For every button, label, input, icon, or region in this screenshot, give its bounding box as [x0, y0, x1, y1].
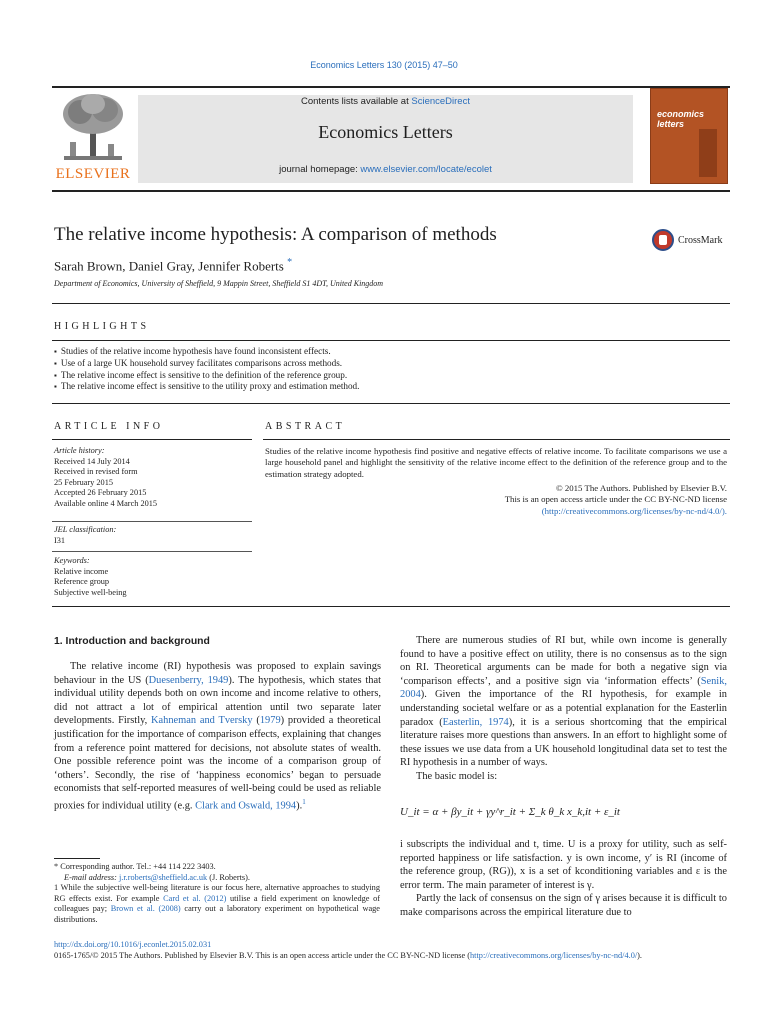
contents-line — [138, 96, 633, 107]
journal-homepage-link[interactable]: www.elsevier.com/locate/ecolet — [360, 164, 492, 175]
citation-link[interactable]: Clark and Oswald, 1994 — [195, 800, 297, 812]
abstract-copyright — [265, 483, 727, 517]
email-footnote — [54, 873, 380, 884]
highlights-list — [54, 346, 714, 393]
article-info-heading: ARTICLE INFO — [54, 421, 164, 432]
paragraph — [400, 634, 727, 770]
contents-prefix: Contents lists available at — [301, 96, 412, 107]
crossmark-label: CrossMark — [678, 235, 723, 246]
footnote-rule — [54, 858, 100, 859]
cover-stripe — [699, 129, 717, 177]
text-run: 0165-1765/© 2015 The Authors. Published by Elsevier B.V. This is an open access article under the CC BY-NC-ND license ( — [54, 951, 471, 960]
paragraph: The basic model is: — [416, 770, 498, 782]
text-run: utilise a field experiment on knowledge of colleagues pay; — [54, 893, 380, 914]
history-line: 25 February 2015 — [54, 477, 113, 487]
section-heading: 1. Introduction and background — [54, 636, 210, 647]
history-line: Accepted 26 February 2015 — [54, 488, 147, 498]
footnote-text: Corresponding author. Tel.: +44 114 222 3403. — [60, 862, 216, 871]
divider — [52, 403, 730, 404]
abstract-text: Studies of the relative income hypothesis find positive and negative effects of relative income. To facilitate comparisons we use a large household panel and highlight the sensitivity of the relative income effect to the definition of the reference group and to the estimation strategy adopted. — [265, 446, 727, 479]
cover-title: economics letters — [657, 109, 705, 129]
equation-text: U_it = α + βy_it + γy^r_it + Σ_k θ_k x_k,it + ε_it — [400, 806, 620, 818]
divider — [52, 439, 252, 440]
footnote-1 — [54, 883, 380, 925]
right-column-body-continued — [400, 838, 727, 920]
elsevier-tree-icon — [60, 92, 126, 164]
divider — [52, 340, 730, 341]
authors — [54, 257, 292, 274]
highlight-item: ▪ The relative income effect is sensitive to the definition of the reference group. — [54, 370, 714, 382]
text-run: ). — [637, 951, 643, 960]
paragraph — [54, 660, 381, 813]
text-run: There are numerous studies of RI but, while own income is generally found to have a positive effect on utility, there is no consensus as to the sign on RI. Theoretical arguments can be made for both a negative sign via ‘comparison effects’, and a positive sign via ‘information effects’ ( — [400, 635, 727, 687]
paragraph: Partly the lack of consensus on the sign of γ arises because it is difficult to make comparisons across the empirical literature due to — [400, 893, 727, 918]
footnote-mark: * — [54, 862, 59, 871]
paper-title: The relative income hypothesis: A comparison of methods — [54, 224, 497, 245]
corresponding-footnote — [54, 862, 380, 873]
elsevier-logo[interactable] — [52, 92, 134, 188]
header-bottom-rule — [52, 190, 730, 192]
footnote-mark: 1 — [54, 883, 59, 893]
citation-link[interactable]: Senik, 2004 — [400, 675, 727, 701]
history-label: Article history: — [54, 446, 105, 455]
divider — [52, 521, 252, 522]
footnotes — [54, 862, 380, 926]
header-top-rule — [52, 86, 730, 88]
right-column-body — [400, 634, 727, 784]
divider — [263, 439, 730, 440]
highlight-item: ▪ Studies of the relative income hypothesis have found inconsistent effects. — [54, 346, 714, 358]
homepage-line — [138, 164, 633, 175]
email-suffix: (J. Roberts). — [207, 872, 251, 882]
paragraph: i subscripts the individual and t, time. U is a proxy for utility, such as self-reported happiness or life satisfaction. y is own income, y′ is RI (income of the reference group, (RG)), x is a set of kconditioning variables and ε is the error term. The main parameter of interest is γ. — [400, 839, 727, 891]
history-line: Received in revised form — [54, 467, 138, 477]
text-run: ). Given the importance of the RI hypothesis, for example in understanding societal welfare or as a potential explanation for the Easterlin paradox ( — [400, 689, 727, 728]
sciencedirect-link[interactable]: ScienceDirect — [411, 96, 470, 107]
keywords-label: Keywords: — [54, 556, 90, 565]
keywords — [54, 556, 127, 598]
journal-name: Economics Letters — [318, 122, 453, 142]
model-equation — [400, 800, 727, 830]
history-line: Available online 4 March 2015 — [54, 498, 158, 508]
text-run: ). — [296, 800, 303, 812]
abstract-heading: ABSTRACT — [265, 421, 346, 432]
crossmark-icon — [652, 229, 674, 251]
elsevier-wordmark: ELSEVIER — [55, 166, 131, 182]
corresponding-author-mark[interactable]: * — [287, 257, 293, 268]
jel-code: I31 — [54, 535, 66, 545]
doi-link[interactable]: http://dx.doi.org/10.1016/j.econlet.2015.02.031 — [54, 940, 212, 949]
text-run: carry out a laboratory experiment on hypothetical wage distributions. — [54, 904, 380, 924]
license-line: This is an open access article under the CC BY-NC-ND license — [504, 494, 727, 505]
email-link[interactable]: j.r.roberts@sheffield.ac.uk — [119, 872, 208, 882]
keyword: Subjective well-being — [54, 587, 127, 597]
journal-cover-image[interactable] — [650, 88, 728, 184]
issn-license-line — [54, 951, 730, 962]
license-link[interactable]: (http://creativecommons.org/licenses/by-nc-nd/4.0/). — [541, 505, 727, 516]
footnote-marker[interactable]: 1 — [302, 797, 306, 806]
article-history — [54, 446, 254, 510]
license-url-link[interactable]: http://creativecommons.org/licenses/by-nc-nd/4.0/ — [470, 951, 638, 960]
divider — [52, 303, 730, 304]
left-column-body — [54, 660, 381, 813]
keyword: Reference group — [54, 577, 110, 587]
affiliation: Department of Economics, University of Sheffield, 9 Mappin Street, Sheffield S1 4DT, United Kingdom — [54, 279, 384, 288]
homepage-prefix: journal homepage: — [279, 164, 361, 175]
citation-link[interactable]: Card et al. (2012) — [163, 893, 227, 903]
text-run: ), it is a serious shortcoming that the empirical literature raises more questions than answers. In an effort to highlight some of these issues we use data from a UK household longitudinal data set to test the RI hypothesis in a number of ways. — [400, 716, 727, 769]
author-names: Sarah Brown, Daniel Gray, Jennifer Roberts — [54, 258, 284, 274]
copyright-line: © 2015 The Authors. Published by Elsevier B.V. — [555, 483, 727, 493]
crossmark-button[interactable] — [652, 229, 732, 253]
divider — [52, 551, 252, 552]
text-run: ( — [252, 715, 260, 727]
journal-citation[interactable]: Economics Letters 130 (2015) 47–50 — [310, 60, 458, 70]
divider — [52, 606, 730, 607]
keyword: Relative income — [54, 566, 109, 576]
citation-link[interactable]: Kahneman and Tversky — [151, 715, 253, 727]
citation-link[interactable]: Easterlin, 1974 — [442, 716, 509, 728]
text-run: The relative income (RI) hypothesis was proposed to explain savings behaviour in the US ( — [54, 661, 381, 686]
highlight-item: ▪ The relative income effect is sensitive to the utility proxy and estimation method. — [54, 381, 714, 393]
jel-classification — [54, 525, 116, 546]
jel-label: JEL classification: — [54, 525, 117, 534]
email-label: E-mail address: — [64, 872, 119, 882]
text-run: While the subjective well-being literature is our focus here, alternative approaches to studying RG effects exist. For example — [54, 883, 380, 903]
text-run: ). The hypothesis, which states that individual utility depends both on own income and income relative to others, did not attract a lot of empirical attention until two separate later developments. Firstly, — [54, 674, 381, 727]
highlight-item: ▪ Use of a large UK household survey facilitates comparisons across methods. — [54, 358, 714, 370]
citation-link[interactable]: Brown et al. (2008) — [110, 904, 181, 914]
highlights-heading: HIGHLIGHTS — [54, 321, 150, 332]
text-run: ) provided a theoretical justification for the importance of comparison effects, explaining that changes from a reference point mattered for decisions, not absolute states of wealth. One possible reference point was the income of a comparison group of ‘others’. Secondly, the rise of ‘happiness economics’ began to persuade economists that self-reported measures of well-being could be used as reliable proxies for individual utility (e.g. — [54, 715, 381, 812]
citation-link[interactable]: 1979 — [259, 715, 281, 727]
citation-link[interactable]: Duesenberry, 1949 — [148, 674, 229, 686]
history-line: Received 14 July 2014 — [54, 456, 130, 466]
